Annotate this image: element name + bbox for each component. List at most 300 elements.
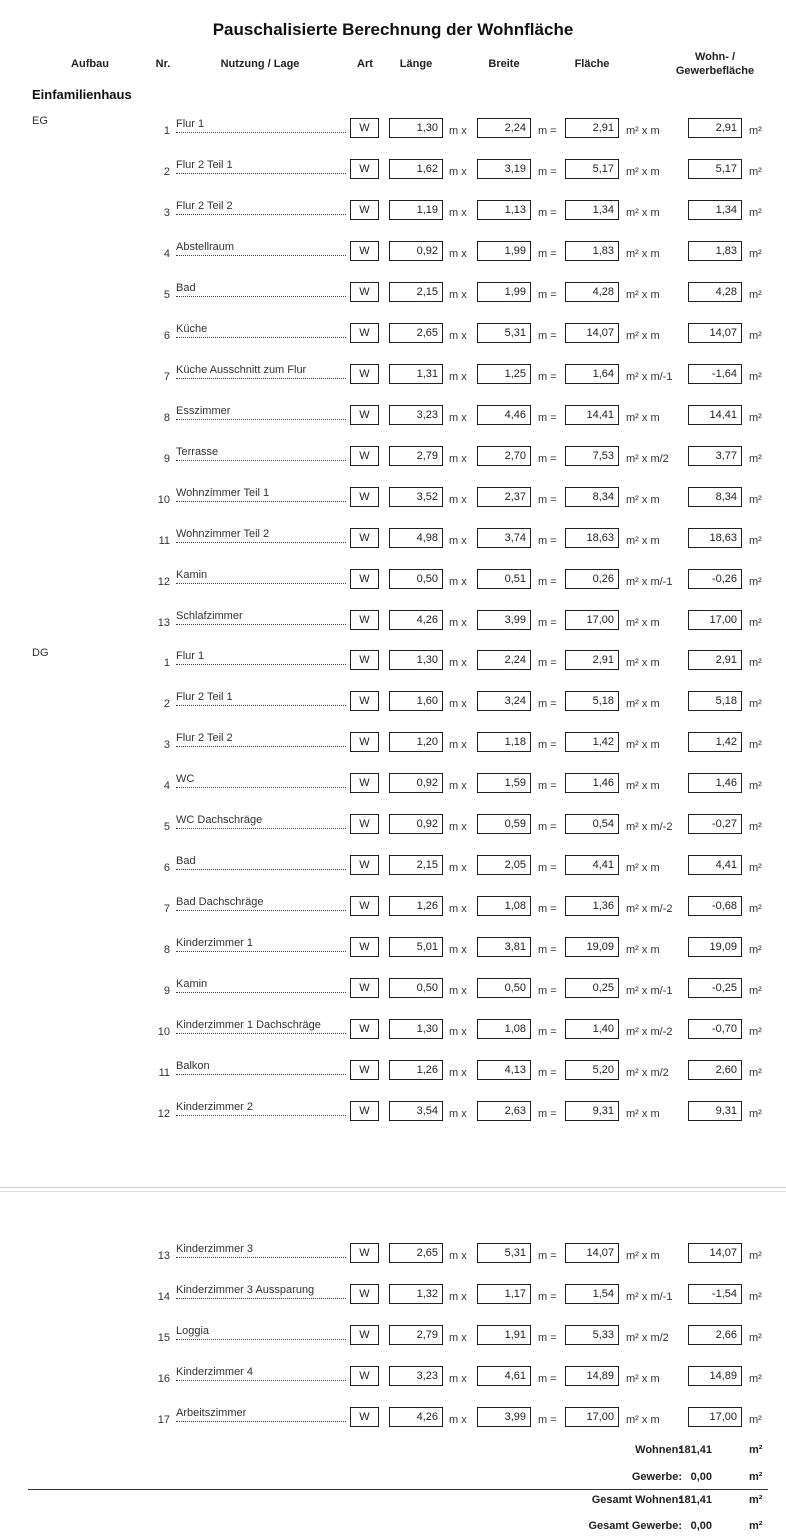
area-field[interactable]: 5,17: [565, 159, 619, 179]
unit-meq: m =: [538, 289, 557, 301]
row-number: 9: [163, 985, 170, 997]
length-field[interactable]: 1,20: [389, 732, 443, 752]
area-field[interactable]: 1,36: [565, 896, 619, 916]
length-field[interactable]: 1,60: [389, 691, 443, 711]
unit-mx: m x: [449, 985, 467, 997]
factor-label: m² x m/-2: [626, 903, 673, 915]
width-field[interactable]: 0,59: [477, 814, 531, 834]
area-field[interactable]: 5,18: [565, 691, 619, 711]
unit-mx: m x: [449, 576, 467, 588]
table-row: [0, 732, 786, 756]
row-number: 5: [163, 821, 170, 833]
result-field[interactable]: 17,00: [688, 610, 742, 630]
table-row: [0, 528, 786, 552]
unit-meq: m =: [538, 412, 557, 424]
table-row: [0, 773, 786, 797]
result-field[interactable]: -1,64: [688, 364, 742, 384]
row-number: 10: [157, 494, 170, 506]
length-field[interactable]: 2,15: [389, 282, 443, 302]
row-number: 16: [157, 1373, 170, 1385]
art-field[interactable]: W: [350, 1366, 379, 1386]
result-field[interactable]: 14,07: [688, 1243, 742, 1263]
unit-mx: m x: [449, 248, 467, 260]
unit-mx: m x: [449, 1332, 467, 1344]
result-field[interactable]: 3,77: [688, 446, 742, 466]
total-wohnen-unit: m²: [749, 1444, 763, 1456]
unit-mx: m x: [449, 862, 467, 874]
unit-meq: m =: [538, 1414, 557, 1426]
art-field[interactable]: W: [350, 650, 379, 670]
unit-m2: m²: [749, 985, 762, 997]
art-field[interactable]: W: [350, 1407, 379, 1427]
result-field[interactable]: 2,60: [688, 1060, 742, 1080]
result-field[interactable]: 18,63: [688, 528, 742, 548]
room-name: Bad: [176, 282, 346, 297]
width-field[interactable]: 2,63: [477, 1101, 531, 1121]
table-row: [0, 569, 786, 593]
area-field[interactable]: 5,33: [565, 1325, 619, 1345]
area-field[interactable]: 7,53: [565, 446, 619, 466]
row-number: 3: [163, 739, 170, 751]
factor-label: m² x m: [626, 862, 660, 874]
art-field[interactable]: W: [350, 282, 379, 302]
result-field[interactable]: 14,89: [688, 1366, 742, 1386]
room-name: Küche: [176, 323, 346, 338]
row-number: 1: [163, 657, 170, 669]
room-name: Schlafzimmer: [176, 610, 346, 625]
art-field[interactable]: W: [350, 569, 379, 589]
total-gewerbe-label: Gewerbe:: [631, 1471, 682, 1483]
area-field[interactable]: 1,42: [565, 732, 619, 752]
area-field[interactable]: 19,09: [565, 937, 619, 957]
room-name: Bad Dachschräge: [176, 896, 346, 911]
unit-m2: m²: [749, 1373, 762, 1385]
art-field[interactable]: W: [350, 1060, 379, 1080]
width-field[interactable]: 1,17: [477, 1284, 531, 1304]
room-name: Kinderzimmer 2: [176, 1101, 346, 1116]
result-field[interactable]: -0,25: [688, 978, 742, 998]
art-field[interactable]: W: [350, 855, 379, 875]
area-field[interactable]: 14,89: [565, 1366, 619, 1386]
room-name: Kinderzimmer 1: [176, 937, 346, 952]
page-break-bottom: [0, 1191, 786, 1192]
result-field[interactable]: 5,17: [688, 159, 742, 179]
area-field[interactable]: 17,00: [565, 1407, 619, 1427]
result-field[interactable]: 1,83: [688, 241, 742, 261]
length-field[interactable]: 2,79: [389, 446, 443, 466]
length-field[interactable]: 0,92: [389, 241, 443, 261]
unit-mx: m x: [449, 617, 467, 629]
width-field[interactable]: 1,59: [477, 773, 531, 793]
art-field[interactable]: W: [350, 937, 379, 957]
art-field[interactable]: W: [350, 241, 379, 261]
factor-label: m² x m: [626, 698, 660, 710]
table-row: [0, 650, 786, 674]
length-field[interactable]: 3,52: [389, 487, 443, 507]
width-field[interactable]: 3,19: [477, 159, 531, 179]
unit-meq: m =: [538, 207, 557, 219]
unit-m2: m²: [749, 657, 762, 669]
width-field[interactable]: 1,13: [477, 200, 531, 220]
width-field[interactable]: 4,13: [477, 1060, 531, 1080]
area-field[interactable]: 4,41: [565, 855, 619, 875]
result-field[interactable]: 2,66: [688, 1325, 742, 1345]
length-field[interactable]: 1,31: [389, 364, 443, 384]
art-field[interactable]: W: [350, 1284, 379, 1304]
result-field[interactable]: 2,91: [688, 650, 742, 670]
unit-mx: m x: [449, 903, 467, 915]
art-field[interactable]: W: [350, 200, 379, 220]
row-number: 11: [158, 1067, 170, 1079]
result-field[interactable]: -0,70: [688, 1019, 742, 1039]
width-field[interactable]: 3,81: [477, 937, 531, 957]
unit-meq: m =: [538, 330, 557, 342]
length-field[interactable]: 2,65: [389, 1243, 443, 1263]
table-row: [0, 159, 786, 183]
width-field[interactable]: 3,99: [477, 610, 531, 630]
length-field[interactable]: 2,65: [389, 323, 443, 343]
table-row: [0, 118, 786, 142]
art-field[interactable]: W: [350, 364, 379, 384]
room-name: Flur 2 Teil 1: [176, 691, 346, 706]
table-row: [0, 610, 786, 634]
unit-meq: m =: [538, 1332, 557, 1344]
unit-m2: m²: [749, 862, 762, 874]
unit-mx: m x: [449, 821, 467, 833]
width-field[interactable]: 4,46: [477, 405, 531, 425]
area-field[interactable]: 18,63: [565, 528, 619, 548]
unit-meq: m =: [538, 821, 557, 833]
width-field[interactable]: 1,08: [477, 896, 531, 916]
length-field[interactable]: 1,26: [389, 1060, 443, 1080]
room-name: Terrasse: [176, 446, 346, 461]
room-name: Flur 2 Teil 1: [176, 159, 346, 174]
width-field[interactable]: 4,61: [477, 1366, 531, 1386]
result-field[interactable]: -0,27: [688, 814, 742, 834]
art-field[interactable]: W: [350, 323, 379, 343]
length-field[interactable]: 1,32: [389, 1284, 443, 1304]
unit-mx: m x: [449, 412, 467, 424]
factor-label: m² x m/-1: [626, 985, 673, 997]
length-field[interactable]: 4,98: [389, 528, 443, 548]
art-field[interactable]: W: [350, 405, 379, 425]
factor-label: m² x m/-1: [626, 371, 673, 383]
width-field[interactable]: 0,50: [477, 978, 531, 998]
result-field[interactable]: 5,18: [688, 691, 742, 711]
table-row: [0, 241, 786, 265]
table-row: [0, 1019, 786, 1043]
length-field[interactable]: 4,26: [389, 1407, 443, 1427]
unit-meq: m =: [538, 125, 557, 137]
width-field[interactable]: 1,18: [477, 732, 531, 752]
area-field[interactable]: 8,34: [565, 487, 619, 507]
area-field[interactable]: 0,54: [565, 814, 619, 834]
factor-label: m² x m: [626, 166, 660, 178]
room-name: Wohnzimmer Teil 2: [176, 528, 346, 543]
unit-meq: m =: [538, 698, 557, 710]
unit-m2: m²: [749, 207, 762, 219]
unit-m2: m²: [749, 617, 762, 629]
length-field[interactable]: 1,30: [389, 118, 443, 138]
length-field[interactable]: 1,19: [389, 200, 443, 220]
unit-meq: m =: [538, 739, 557, 751]
unit-meq: m =: [538, 944, 557, 956]
result-field[interactable]: 17,00: [688, 1407, 742, 1427]
width-field[interactable]: 3,99: [477, 1407, 531, 1427]
header-aufbau: Aufbau: [71, 58, 109, 70]
unit-meq: m =: [538, 903, 557, 915]
page-title: Pauschalisierte Berechnung der Wohnfläche: [212, 20, 574, 39]
result-field[interactable]: -0,26: [688, 569, 742, 589]
art-field[interactable]: W: [350, 1019, 379, 1039]
width-field[interactable]: 1,08: [477, 1019, 531, 1039]
art-field[interactable]: W: [350, 691, 379, 711]
area-field[interactable]: 1,46: [565, 773, 619, 793]
width-field[interactable]: 5,31: [477, 1243, 531, 1263]
length-field[interactable]: 0,50: [389, 978, 443, 998]
art-field[interactable]: W: [350, 814, 379, 834]
unit-meq: m =: [538, 780, 557, 792]
unit-mx: m x: [449, 698, 467, 710]
result-field[interactable]: 9,31: [688, 1101, 742, 1121]
area-field[interactable]: 9,31: [565, 1101, 619, 1121]
area-field[interactable]: 14,07: [565, 323, 619, 343]
factor-label: m² x m: [626, 1250, 660, 1262]
header-flaeche: Fläche: [574, 58, 610, 70]
factor-label: m² x m: [626, 289, 660, 301]
result-field[interactable]: 19,09: [688, 937, 742, 957]
unit-mx: m x: [449, 1373, 467, 1385]
table-row: [0, 364, 786, 388]
row-number: 7: [163, 371, 170, 383]
result-field[interactable]: 2,91: [688, 118, 742, 138]
art-field[interactable]: W: [350, 446, 379, 466]
unit-meq: m =: [538, 576, 557, 588]
table-row: [0, 405, 786, 429]
art-field[interactable]: W: [350, 1101, 379, 1121]
art-field[interactable]: W: [350, 732, 379, 752]
row-number: 9: [163, 453, 170, 465]
width-field[interactable]: 3,74: [477, 528, 531, 548]
table-row: [0, 200, 786, 224]
result-field[interactable]: -0,68: [688, 896, 742, 916]
unit-m2: m²: [749, 1291, 762, 1303]
area-field[interactable]: 1,34: [565, 200, 619, 220]
result-field[interactable]: -1,54: [688, 1284, 742, 1304]
total-gewerbe-value: 0,00: [690, 1471, 712, 1483]
area-field[interactable]: 1,54: [565, 1284, 619, 1304]
room-name: Küche Ausschnitt zum Flur: [176, 364, 346, 379]
result-field[interactable]: 4,41: [688, 855, 742, 875]
room-name: Kinderzimmer 3: [176, 1243, 346, 1258]
totals-divider: [28, 1489, 768, 1490]
unit-mx: m x: [449, 289, 467, 301]
length-field[interactable]: 4,26: [389, 610, 443, 630]
art-field[interactable]: W: [350, 896, 379, 916]
art-field[interactable]: W: [350, 610, 379, 630]
unit-mx: m x: [449, 739, 467, 751]
unit-meq: m =: [538, 657, 557, 669]
width-field[interactable]: 2,37: [477, 487, 531, 507]
unit-meq: m =: [538, 1373, 557, 1385]
area-field[interactable]: 1,64: [565, 364, 619, 384]
width-field[interactable]: 2,24: [477, 650, 531, 670]
art-field[interactable]: W: [350, 118, 379, 138]
header-nutzung: Nutzung / Lage: [220, 58, 300, 70]
length-field[interactable]: 3,23: [389, 1366, 443, 1386]
row-number: 13: [157, 617, 170, 629]
unit-m2: m²: [749, 535, 762, 547]
width-field[interactable]: 1,99: [477, 282, 531, 302]
area-field[interactable]: 4,28: [565, 282, 619, 302]
factor-label: m² x m: [626, 494, 660, 506]
width-field[interactable]: 3,24: [477, 691, 531, 711]
unit-m2: m²: [749, 1414, 762, 1426]
length-field[interactable]: 2,15: [389, 855, 443, 875]
unit-m2: m²: [749, 1108, 762, 1120]
length-field[interactable]: 0,50: [389, 569, 443, 589]
unit-mx: m x: [449, 1026, 467, 1038]
length-field[interactable]: 1,62: [389, 159, 443, 179]
area-field[interactable]: 2,91: [565, 650, 619, 670]
room-name: Kamin: [176, 978, 346, 993]
length-field[interactable]: 1,26: [389, 896, 443, 916]
width-field[interactable]: 2,24: [477, 118, 531, 138]
art-field[interactable]: W: [350, 1243, 379, 1263]
row-number: 15: [157, 1332, 170, 1344]
area-field[interactable]: 5,20: [565, 1060, 619, 1080]
unit-mx: m x: [449, 780, 467, 792]
area-field[interactable]: 14,41: [565, 405, 619, 425]
length-field[interactable]: 0,92: [389, 773, 443, 793]
art-field[interactable]: W: [350, 1325, 379, 1345]
unit-meq: m =: [538, 1026, 557, 1038]
factor-label: m² x m/-2: [626, 1026, 673, 1038]
length-field[interactable]: 0,92: [389, 814, 443, 834]
room-name: Kinderzimmer 3 Aussparung: [176, 1284, 346, 1299]
row-number: 14: [157, 1291, 170, 1303]
header-art: Art: [357, 58, 373, 70]
length-field[interactable]: 3,23: [389, 405, 443, 425]
row-number: 5: [163, 289, 170, 301]
width-field[interactable]: 1,99: [477, 241, 531, 261]
unit-m2: m²: [749, 371, 762, 383]
width-field[interactable]: 1,25: [477, 364, 531, 384]
width-field[interactable]: 1,91: [477, 1325, 531, 1345]
room-name: Esszimmer: [176, 405, 346, 420]
art-field[interactable]: W: [350, 773, 379, 793]
result-field[interactable]: 1,42: [688, 732, 742, 752]
unit-m2: m²: [749, 698, 762, 710]
area-field[interactable]: 2,91: [565, 118, 619, 138]
unit-mx: m x: [449, 453, 467, 465]
width-field[interactable]: 2,70: [477, 446, 531, 466]
factor-label: m² x m: [626, 944, 660, 956]
room-name: Kinderzimmer 1 Dachschräge: [176, 1019, 346, 1034]
unit-mx: m x: [449, 1108, 467, 1120]
result-field[interactable]: 4,28: [688, 282, 742, 302]
result-field[interactable]: 14,07: [688, 323, 742, 343]
gesamt-gewerbe-label: Gesamt Gewerbe:: [588, 1520, 682, 1532]
floor-label-dg: DG: [32, 647, 49, 659]
unit-meq: m =: [538, 1067, 557, 1079]
art-field[interactable]: W: [350, 528, 379, 548]
row-number: 6: [163, 330, 170, 342]
length-field[interactable]: 1,30: [389, 1019, 443, 1039]
total-wohnen-value: 181,41: [678, 1444, 712, 1456]
art-field[interactable]: W: [350, 487, 379, 507]
length-field[interactable]: 3,54: [389, 1101, 443, 1121]
unit-meq: m =: [538, 371, 557, 383]
room-name: Flur 2 Teil 2: [176, 200, 346, 215]
floor-label-eg: EG: [32, 115, 48, 127]
row-number: 3: [163, 207, 170, 219]
page-break-top: [0, 1187, 786, 1188]
table-row: [0, 1243, 786, 1267]
art-field[interactable]: W: [350, 159, 379, 179]
unit-mx: m x: [449, 494, 467, 506]
room-name: Flur 1: [176, 650, 346, 665]
room-name: Kinderzimmer 4: [176, 1366, 346, 1381]
total-wohnen-label: Wohnen:: [635, 1444, 682, 1456]
unit-m2: m²: [749, 903, 762, 915]
table-row: [0, 446, 786, 470]
table-row: [0, 814, 786, 838]
area-field[interactable]: 1,40: [565, 1019, 619, 1039]
art-field[interactable]: W: [350, 978, 379, 998]
unit-meq: m =: [538, 1291, 557, 1303]
area-field[interactable]: 17,00: [565, 610, 619, 630]
factor-label: m² x m: [626, 780, 660, 792]
length-field[interactable]: 5,01: [389, 937, 443, 957]
result-field[interactable]: 1,34: [688, 200, 742, 220]
unit-meq: m =: [538, 862, 557, 874]
room-name: WC: [176, 773, 346, 788]
area-field[interactable]: 1,83: [565, 241, 619, 261]
area-field[interactable]: 14,07: [565, 1243, 619, 1263]
length-field[interactable]: 1,30: [389, 650, 443, 670]
unit-m2: m²: [749, 330, 762, 342]
room-name: Wohnzimmer Teil 1: [176, 487, 346, 502]
row-number: 4: [163, 780, 170, 792]
width-field[interactable]: 5,31: [477, 323, 531, 343]
unit-mx: m x: [449, 330, 467, 342]
unit-m2: m²: [749, 1026, 762, 1038]
gesamt-gewerbe-unit: m²: [749, 1520, 763, 1532]
gesamt-wohnen-value: 181,41: [678, 1494, 712, 1506]
table-row: [0, 691, 786, 715]
row-number: 4: [163, 248, 170, 260]
area-field[interactable]: 0,26: [565, 569, 619, 589]
unit-m2: m²: [749, 944, 762, 956]
factor-label: m² x m: [626, 1108, 660, 1120]
table-row: [0, 487, 786, 511]
factor-label: m² x m: [626, 1373, 660, 1385]
unit-mx: m x: [449, 1067, 467, 1079]
width-field[interactable]: 2,05: [477, 855, 531, 875]
width-field[interactable]: 0,51: [477, 569, 531, 589]
area-field[interactable]: 0,25: [565, 978, 619, 998]
room-name: Flur 2 Teil 2: [176, 732, 346, 747]
row-number: 2: [163, 698, 170, 710]
unit-meq: m =: [538, 1250, 557, 1262]
result-field[interactable]: 1,46: [688, 773, 742, 793]
unit-mx: m x: [449, 1291, 467, 1303]
result-field[interactable]: 8,34: [688, 487, 742, 507]
result-field[interactable]: 14,41: [688, 405, 742, 425]
unit-m2: m²: [749, 1067, 762, 1079]
length-field[interactable]: 2,79: [389, 1325, 443, 1345]
